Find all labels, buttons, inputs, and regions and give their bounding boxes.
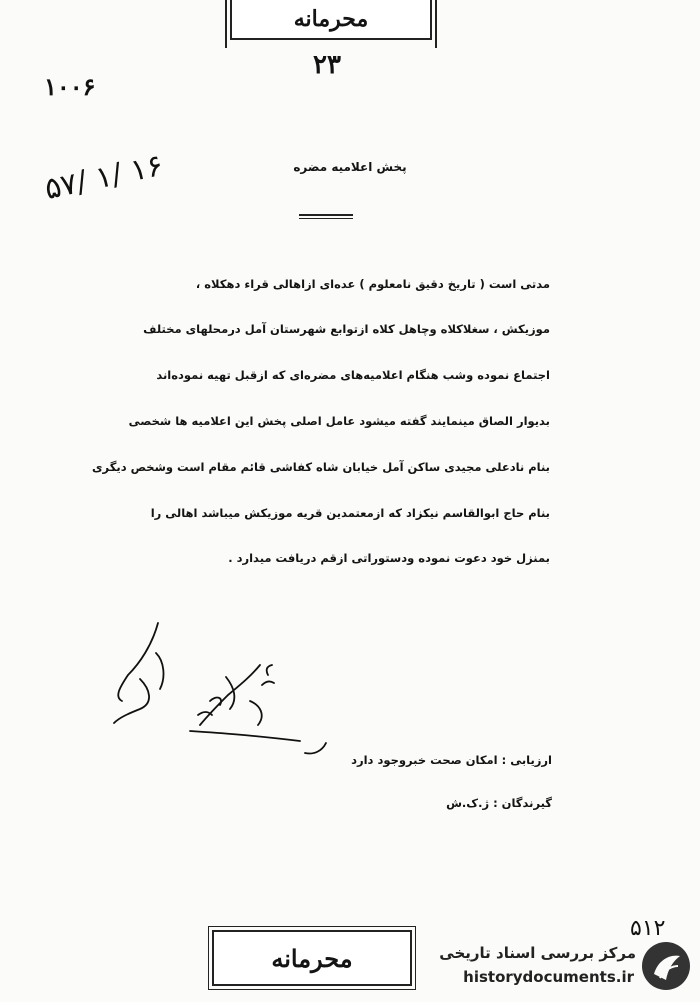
confidential-stamp-top (230, 0, 432, 40)
handwritten-signature (100, 605, 340, 765)
corner-note: ۵۱۲ (630, 916, 666, 941)
body-line: مدتی است ( تاریخ دقیق نامعلوم ) عده‌ای ازاهالی قراء دهکلاه ، (195, 277, 550, 291)
watermark-title: مرکز بررسی اسناد تاریخی (439, 944, 636, 962)
body-line: بنام حاج ابوالقاسم نیکزاد که ازمعتمدین قریه موزیکش میباشد اهالی را (150, 506, 550, 520)
confidential-stamp-bottom (212, 930, 412, 986)
page-number: ۲۳ (313, 50, 341, 80)
evaluation-line: ارزیابی : امکان صحت خبروجود دارد (351, 753, 552, 767)
body-line: اجتماع نموده وشب هنگام اعلامیه‌های مضره‌ای که ازقبل تهیه نموده‌اند (156, 368, 550, 382)
confidential-stamp-top-text: محرمانه (293, 6, 369, 32)
watermark-url: historydocuments.ir (463, 968, 634, 986)
title-underline (299, 214, 353, 216)
handwritten-date: ۵۷/ ۱/ ۱۶ (41, 147, 167, 208)
confidential-stamp-bottom-text: محرمانه (271, 943, 353, 973)
watermark (430, 930, 700, 1002)
document-title: پخش اعلامیه مضره (293, 160, 407, 174)
archive-logo-icon (640, 940, 692, 992)
body-line: بنام نادعلی مجیدی ساکن آمل خیابان شاه کفاشی قائم مقام است وشخص دیگری (92, 460, 550, 474)
recipients-line: گیرندگان : ژ.ک.ش (446, 796, 552, 810)
body-line: موزیکش ، سغلاکلاه وچاهل کلاه ازتوابع شهرستان آمل درمحلهای مختلف (143, 322, 550, 336)
body-line: بمنزل خود دعوت نموده ودستوراتی ازقم دریافت میدارد . (228, 551, 550, 565)
document-number: ۱۰۰۶ (44, 72, 96, 101)
body-line: بدیوار الصاق مینمایند گفته میشود عامل اصلی پخش این اعلامیه ها شخصی (128, 414, 550, 428)
